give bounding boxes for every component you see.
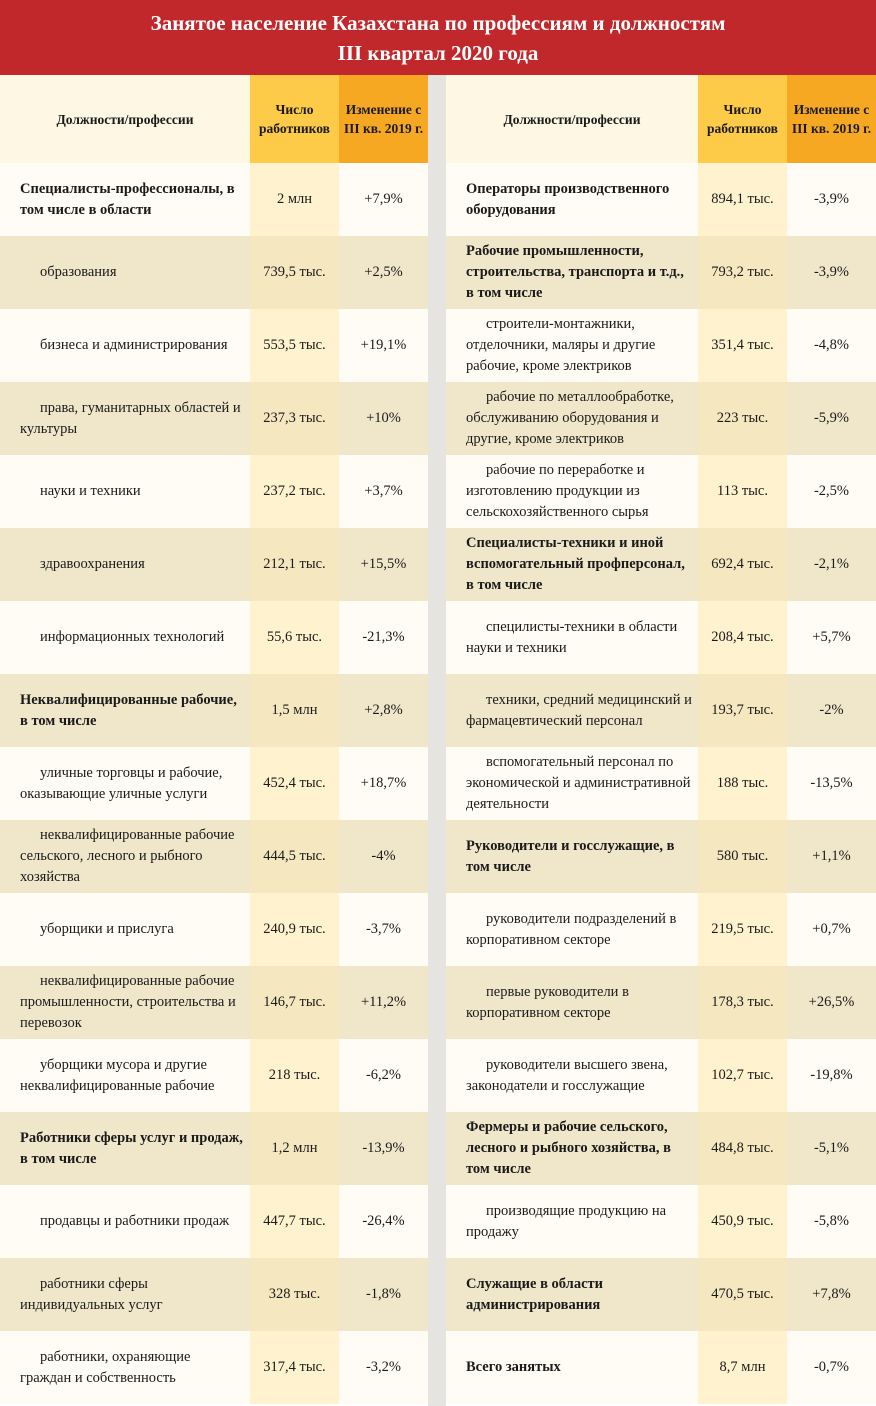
table-row <box>446 236 876 309</box>
header-profession: Должности/профессии <box>446 75 698 163</box>
count-cell-text: 102,7 тыс. <box>711 1067 774 1083</box>
header-profession: Должности/профессии <box>0 75 250 163</box>
left-table <box>0 75 428 1406</box>
count-cell <box>250 1258 339 1331</box>
count-cell <box>250 820 339 893</box>
table-row <box>0 382 428 455</box>
profession-cell <box>0 1258 250 1331</box>
profession-cell <box>0 893 250 966</box>
count-cell <box>698 382 787 455</box>
profession-cell <box>446 163 698 236</box>
change-cell <box>787 309 876 382</box>
change-cell <box>339 893 428 966</box>
profession-cell <box>0 1112 250 1185</box>
count-cell <box>698 820 787 893</box>
count-cell-text: 113 тыс. <box>717 483 768 499</box>
count-cell <box>698 236 787 309</box>
count-cell-text: 178,3 тыс. <box>711 994 774 1010</box>
change-cell <box>339 1185 428 1258</box>
change-cell-text: -4,8% <box>813 337 850 353</box>
profession-cell-text: Всего занятых <box>466 1359 561 1375</box>
count-cell <box>250 455 339 528</box>
change-cell-text: +10% <box>366 410 401 426</box>
change-cell <box>339 601 428 674</box>
profession-cell-text: руководители подразделений в корпоративном секторе <box>466 910 677 948</box>
table-row <box>0 1258 428 1331</box>
change-cell-text: -3,7% <box>365 921 402 937</box>
table-row <box>0 1039 428 1112</box>
profession-cell <box>446 382 698 455</box>
profession-cell-text: права, гуманитарных областей и культуры <box>20 399 241 437</box>
table-row <box>446 382 876 455</box>
count-cell <box>250 382 339 455</box>
table-row <box>446 1039 876 1112</box>
change-cell <box>339 455 428 528</box>
count-cell-text: 894,1 тыс. <box>711 191 774 207</box>
title-line-2: III квартал 2020 года <box>337 41 539 65</box>
count-cell <box>250 163 339 236</box>
count-cell-text: 351,4 тыс. <box>711 337 774 353</box>
profession-cell-text: техники, средний медицинский и фармацевтический персонал <box>466 691 692 729</box>
profession-cell-text: науки и техники <box>40 483 141 499</box>
profession-cell <box>0 966 250 1039</box>
count-cell-text: 8,7 млн <box>719 1359 766 1375</box>
count-cell-text: 328 тыс. <box>268 1286 321 1302</box>
change-cell <box>339 1331 428 1404</box>
count-cell <box>250 747 339 820</box>
change-cell-text: +18,7% <box>360 775 407 791</box>
change-cell <box>339 1039 428 1112</box>
profession-cell-text: уличные торговцы и рабочие, оказывающие уличные услуги <box>20 764 223 802</box>
change-cell-text: +15,5% <box>360 556 407 572</box>
profession-cell-text: Служащие в области администрирования <box>466 1275 603 1313</box>
change-cell-text: -4% <box>371 848 396 864</box>
table-header <box>446 75 876 163</box>
count-cell-text: 1,5 млн <box>271 702 318 718</box>
profession-cell <box>0 528 250 601</box>
change-cell-text: -26,4% <box>362 1213 405 1229</box>
count-cell <box>698 1185 787 1258</box>
change-cell-text: +7,8% <box>812 1286 851 1302</box>
profession-cell <box>0 820 250 893</box>
count-cell <box>250 674 339 747</box>
profession-cell <box>446 601 698 674</box>
profession-cell-text: вспомогательный персонал по экономической и административной деятельности <box>466 754 691 812</box>
change-cell <box>339 966 428 1039</box>
change-cell-text: +1,1% <box>812 848 851 864</box>
count-cell-text: 484,8 тыс. <box>711 1140 774 1156</box>
table-row <box>446 528 876 601</box>
count-cell-text: 240,9 тыс. <box>263 921 326 937</box>
profession-cell-text: Специалисты-профессионалы, в том числе в области <box>20 180 235 218</box>
change-cell <box>339 1112 428 1185</box>
profession-cell-text: работники сферы индивидуальных услуг <box>20 1275 163 1313</box>
change-cell-text: -0,7% <box>813 1359 850 1375</box>
change-cell-text: +7,9% <box>364 191 403 207</box>
change-cell-text: -2,5% <box>813 483 850 499</box>
change-cell-text: -21,3% <box>362 629 405 645</box>
profession-cell <box>0 163 250 236</box>
table-row <box>0 674 428 747</box>
count-cell-text: 444,5 тыс. <box>263 848 326 864</box>
profession-cell <box>0 382 250 455</box>
profession-cell <box>0 1185 250 1258</box>
change-cell <box>787 747 876 820</box>
change-cell-text: -5,1% <box>813 1140 850 1156</box>
count-cell <box>698 163 787 236</box>
change-cell <box>339 820 428 893</box>
change-cell-text: -5,9% <box>813 410 850 426</box>
profession-cell <box>0 601 250 674</box>
count-cell-text: 793,2 тыс. <box>711 264 774 280</box>
count-cell-text: 218 тыс. <box>268 1067 321 1083</box>
profession-cell-text: Работники сферы услуг и продаж, в том числе <box>20 1129 243 1167</box>
table-row <box>446 1258 876 1331</box>
count-cell <box>250 893 339 966</box>
count-cell <box>250 1039 339 1112</box>
count-cell-text: 223 тыс. <box>716 410 769 426</box>
change-cell <box>339 674 428 747</box>
profession-cell-text: Рабочие промышленности, строительства, транспорта и т.д., в том числе <box>466 243 684 301</box>
profession-cell <box>446 674 698 747</box>
profession-cell-text: работники, охраняющие граждан и собственность <box>20 1348 191 1386</box>
count-cell <box>698 966 787 1039</box>
table-row <box>446 820 876 893</box>
change-cell <box>339 163 428 236</box>
profession-cell <box>446 455 698 528</box>
profession-cell-text: Специалисты-техники и иной вспомогательный профперсонал, в том числе <box>466 535 685 593</box>
profession-cell <box>446 1331 698 1404</box>
profession-cell <box>0 1331 250 1404</box>
count-cell <box>698 455 787 528</box>
change-cell-text: -3,9% <box>813 191 850 207</box>
change-cell <box>339 309 428 382</box>
change-cell-text: -3,9% <box>813 264 850 280</box>
count-cell-text: 237,2 тыс. <box>263 483 326 499</box>
change-cell <box>787 820 876 893</box>
profession-cell-text: Неквалифицированные рабочие, в том числе <box>20 691 237 729</box>
profession-cell <box>0 747 250 820</box>
profession-cell <box>446 820 698 893</box>
count-cell <box>698 528 787 601</box>
change-cell-text: +11,2% <box>360 994 407 1010</box>
profession-cell <box>446 236 698 309</box>
profession-cell <box>446 1258 698 1331</box>
change-cell-text: -5,8% <box>813 1213 850 1229</box>
count-cell-text: 219,5 тыс. <box>711 921 774 937</box>
profession-cell-text: Фермеры и рабочие сельского, лесного и рыбного хозяйства, в том числе <box>466 1119 671 1177</box>
profession-cell-text: строители-монтажники, отделочники, маляры и другие рабочие, кроме электриков <box>466 316 656 374</box>
header-count: Число работников <box>698 75 787 163</box>
change-cell <box>787 1258 876 1331</box>
table-row <box>446 966 876 1039</box>
profession-cell-text: производящие продукцию на продажу <box>466 1202 667 1240</box>
count-cell <box>698 1258 787 1331</box>
change-cell <box>787 528 876 601</box>
count-cell-text: 188 тыс. <box>716 775 769 791</box>
table-row <box>0 747 428 820</box>
change-cell-text: -1,8% <box>365 1286 402 1302</box>
change-cell <box>339 747 428 820</box>
change-cell <box>787 1331 876 1404</box>
infographic-title <box>0 0 876 75</box>
table-row <box>446 309 876 382</box>
profession-cell-text: неквалифицированные рабочие сельского, лесного и рыбного хозяйства <box>20 827 235 885</box>
table-row <box>446 674 876 747</box>
profession-cell <box>446 528 698 601</box>
change-cell <box>339 236 428 309</box>
count-cell-text: 452,4 тыс. <box>263 775 326 791</box>
left-table-body <box>0 163 428 1404</box>
change-cell-text: +0,7% <box>812 921 851 937</box>
profession-cell <box>446 966 698 1039</box>
profession-cell <box>446 1112 698 1185</box>
change-cell <box>787 601 876 674</box>
change-cell <box>339 382 428 455</box>
count-cell-text: 692,4 тыс. <box>711 556 774 572</box>
profession-cell <box>446 893 698 966</box>
change-cell-text: -6,2% <box>365 1067 402 1083</box>
profession-cell-text: бизнеса и администрирования <box>40 337 228 353</box>
count-cell-text: 447,7 тыс. <box>263 1213 326 1229</box>
change-cell-text: +3,7% <box>364 483 403 499</box>
change-cell <box>339 528 428 601</box>
profession-cell-text: образования <box>40 264 117 280</box>
count-cell-text: 2 млн <box>276 191 313 207</box>
change-cell-text: -13,9% <box>362 1140 405 1156</box>
change-cell <box>787 1039 876 1112</box>
count-cell <box>250 1185 339 1258</box>
profession-cell-text: рабочие по металлообработке, обслуживанию оборудования и другие, кроме электриков <box>466 389 674 447</box>
table-row <box>0 1112 428 1185</box>
right-table-body <box>446 163 876 1404</box>
count-cell-text: 739,5 тыс. <box>263 264 326 280</box>
count-cell <box>250 1112 339 1185</box>
profession-cell-text: Руководители и госслужащие, в том числе <box>466 837 675 875</box>
table-row <box>0 236 428 309</box>
count-cell-text: 1,2 млн <box>271 1140 318 1156</box>
table-area <box>0 75 876 1406</box>
profession-cell-text: Операторы производственного оборудования <box>466 180 670 218</box>
change-cell <box>787 163 876 236</box>
change-cell <box>787 236 876 309</box>
table-row <box>0 455 428 528</box>
count-cell <box>250 236 339 309</box>
change-cell <box>787 455 876 528</box>
table-row <box>0 1185 428 1258</box>
change-cell-text: +19,1% <box>360 337 407 353</box>
table-row <box>446 455 876 528</box>
table-row <box>0 528 428 601</box>
change-cell-text: -19,8% <box>810 1067 853 1083</box>
change-cell <box>787 893 876 966</box>
profession-cell <box>446 747 698 820</box>
header-count: Число работников <box>250 75 339 163</box>
change-cell-text: +5,7% <box>812 629 851 645</box>
table-row <box>446 747 876 820</box>
table-row <box>446 163 876 236</box>
header-change: Изменение с III кв. 2019 г. <box>339 75 428 163</box>
table-row <box>0 893 428 966</box>
right-table <box>446 75 876 1406</box>
column-divider <box>428 75 446 1406</box>
change-cell <box>339 1258 428 1331</box>
count-cell <box>250 528 339 601</box>
count-cell <box>698 1331 787 1404</box>
profession-cell <box>446 309 698 382</box>
count-cell <box>698 674 787 747</box>
table-row <box>0 309 428 382</box>
count-cell-text: 470,5 тыс. <box>711 1286 774 1302</box>
profession-cell-text: руководители высшего звена, законодатели и госслужащие <box>466 1056 668 1094</box>
profession-cell-text: информационных технологий <box>40 629 225 645</box>
count-cell-text: 317,4 тыс. <box>263 1359 326 1375</box>
header-change: Изменение с III кв. 2019 г. <box>787 75 876 163</box>
count-cell-text: 212,1 тыс. <box>263 556 326 572</box>
change-cell-text: +2,5% <box>364 264 403 280</box>
count-cell-text: 208,4 тыс. <box>711 629 774 645</box>
count-cell <box>698 1039 787 1112</box>
profession-cell <box>0 309 250 382</box>
table-row <box>0 966 428 1039</box>
profession-cell <box>0 236 250 309</box>
change-cell <box>787 1185 876 1258</box>
profession-cell-text: продавцы и работники продаж <box>40 1213 230 1229</box>
profession-cell <box>0 674 250 747</box>
count-cell <box>698 747 787 820</box>
count-cell-text: 237,3 тыс. <box>263 410 326 426</box>
count-cell <box>250 309 339 382</box>
table-row <box>0 163 428 236</box>
profession-cell <box>446 1039 698 1112</box>
profession-cell-text: здравоохранения <box>40 556 145 572</box>
profession-cell-text: уборщики и прислуга <box>40 921 174 937</box>
change-cell <box>787 674 876 747</box>
profession-cell <box>0 1039 250 1112</box>
table-row <box>446 1185 876 1258</box>
profession-cell-text: первые руководители в корпоративном секторе <box>466 983 629 1021</box>
change-cell <box>787 966 876 1039</box>
table-row <box>446 1112 876 1185</box>
count-cell-text: 580 тыс. <box>716 848 769 864</box>
count-cell <box>698 601 787 674</box>
table-header <box>0 75 428 163</box>
profession-cell-text: уборщики мусора и другие неквалифицированные рабочие <box>20 1056 215 1094</box>
profession-cell <box>0 455 250 528</box>
title-line-1: Занятое население Казахстана по профессиям и должностям <box>150 11 726 35</box>
count-cell <box>698 893 787 966</box>
count-cell <box>250 1331 339 1404</box>
table-row <box>446 1331 876 1404</box>
change-cell-text: -2,1% <box>813 556 850 572</box>
count-cell <box>698 1112 787 1185</box>
table-row <box>446 893 876 966</box>
table-row <box>0 601 428 674</box>
count-cell-text: 450,9 тыс. <box>711 1213 774 1229</box>
profession-cell-text: рабочие по переработке и изготовлению продукции из сельскохозяйственного сырья <box>466 462 649 520</box>
change-cell-text: -2% <box>819 702 844 718</box>
change-cell-text: -13,5% <box>810 775 853 791</box>
change-cell <box>787 1112 876 1185</box>
change-cell <box>787 382 876 455</box>
change-cell-text: -3,2% <box>365 1359 402 1375</box>
change-cell-text: +26,5% <box>808 994 855 1010</box>
profession-cell-text: неквалифицированные рабочие промышленности, строительства и перевозок <box>20 973 236 1031</box>
count-cell <box>250 966 339 1039</box>
table-row <box>0 1331 428 1404</box>
table-row <box>446 601 876 674</box>
count-cell-text: 146,7 тыс. <box>263 994 326 1010</box>
table-row <box>0 820 428 893</box>
profession-cell <box>446 1185 698 1258</box>
count-cell-text: 553,5 тыс. <box>263 337 326 353</box>
count-cell <box>250 601 339 674</box>
count-cell-text: 55,6 тыс. <box>266 629 323 645</box>
profession-cell-text: специлисты-техники в области науки и техники <box>466 618 678 656</box>
count-cell <box>698 309 787 382</box>
count-cell-text: 193,7 тыс. <box>711 702 774 718</box>
change-cell-text: +2,8% <box>364 702 403 718</box>
